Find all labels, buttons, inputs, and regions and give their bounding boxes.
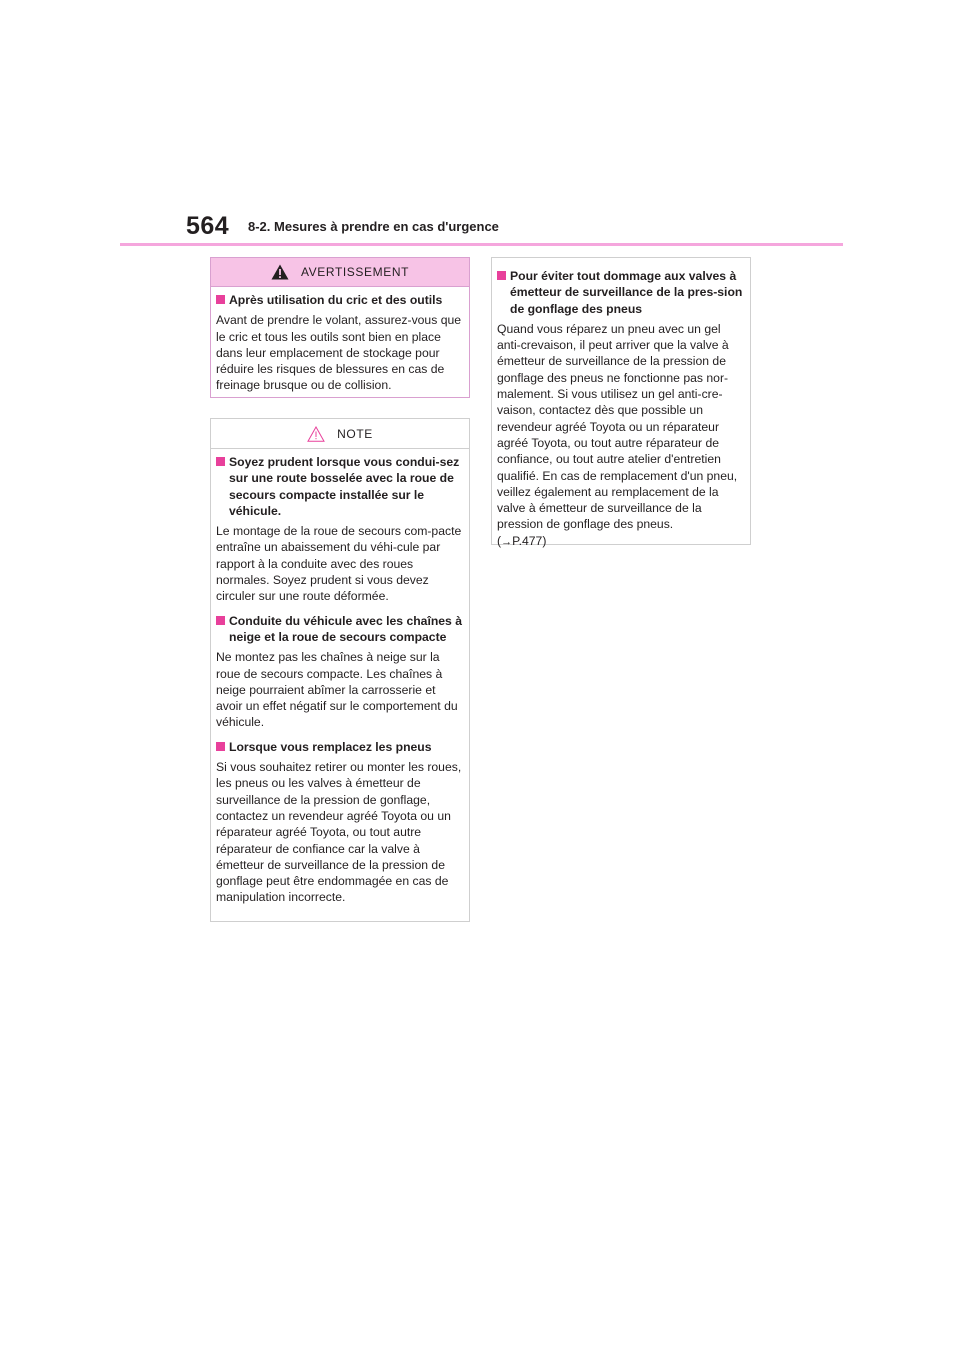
- right-item-heading: [497, 268, 744, 317]
- warning-item-heading: [216, 292, 463, 308]
- note-item-heading-text: Soyez prudent lorsque vous condui-sez sur une route bosselée avec la roue de secours compacte installée sur le véhicule.: [229, 455, 460, 518]
- right-item-body: [497, 321, 744, 550]
- bullet-square-icon: [216, 295, 225, 304]
- warning-item-body: Avant de prendre le volant, assurez-vous que le cric et tous les outils sont bien en place dans leur emplacement de stockage pour réduire les risques de blessures en cas de freinage brusque ou de collision.: [216, 313, 462, 393]
- right-item-body-text: Quand vous réparez un pneu avec un gel anti-crevaison, il peut arriver que la valve à émetteur de surveillance de la pression de gonflage des pneus ne fonctionne pas nor-malement. Si vous utilisez un gel anti-cre-vaison, contactez dès que possible un revendeur agréé Toyota ou un réparateur agréé Toyota, ou tout autre réparateur de confiance, ou tout autre atelier d'entretien qualifié. En cas de remplacement d'un pneu, veillez également au remplacement de la valve à émetteur de surveillance de la pression de gonflage des pneus.: [497, 321, 738, 532]
- page-number: 564: [186, 212, 230, 240]
- note-item-body: Ne montez pas les chaînes à neige sur la roue de secours compacte. Les chaînes à neige pourraient abîmer la carrosserie et avoir un effet négatif sur le comportement du véhicule.: [216, 650, 458, 730]
- page-reference[interactable]: (→P.477): [497, 533, 547, 548]
- warning-box-title: AVERTISSEMENT: [300, 265, 410, 279]
- note-item-heading: [216, 739, 463, 755]
- arrow-right-icon: →: [501, 535, 513, 548]
- section-title: 8-2. Mesures à prendre en cas d'urgence: [248, 219, 499, 234]
- note-box-header: [211, 419, 469, 449]
- right-item-heading-text: Pour éviter tout dommage aux valves à émetteur de surveillance de la pres-sion de gonflage des pneus: [510, 269, 743, 316]
- tire-valve-note-box: [491, 257, 751, 548]
- bullet-square-icon: [497, 271, 506, 280]
- page-reference-text: P.477: [512, 533, 543, 548]
- warning-box: [210, 257, 470, 398]
- warning-item-heading-text: Après utilisation du cric et des outils: [229, 293, 443, 307]
- bullet-square-icon: [216, 616, 225, 625]
- warning-triangle-icon: [271, 264, 289, 280]
- warning-box-header: [211, 258, 469, 287]
- note-item-body: Si vous souhaitez retirer ou monter les roues, les pneus ou les valves à émetteur de surveillance de la pression de gonflage, contactez un revendeur agréé Toyota ou un réparateur agréé Toyota, ou tout autre réparateur de confiance car la valve à émetteur de surveillance de la pression de gonflage peut être endommagée en cas de manipulation incorrecte.: [216, 760, 462, 905]
- bullet-square-icon: [216, 457, 225, 466]
- note-item-heading: [216, 454, 463, 519]
- header-rule: [120, 243, 843, 246]
- caution-outline-triangle-icon: [307, 426, 325, 442]
- note-item-body: Le montage de la roue de secours com-pacte entraîne un abaissement du véhi-cule par rapport à la conduite avec des roues normales. Soyez prudent si vous devez circuler sur une route déformée.: [216, 524, 462, 604]
- bullet-square-icon: [216, 742, 225, 751]
- note-item-heading-text: Lorsque vous remplacez les pneus: [229, 739, 432, 754]
- note-item-heading: [216, 613, 463, 646]
- note-box-title: NOTE: [337, 426, 373, 441]
- note-box: [210, 418, 470, 922]
- note-item-heading-text: Conduite du véhicule avec les chaînes à neige et la roue de secours compacte: [229, 613, 463, 644]
